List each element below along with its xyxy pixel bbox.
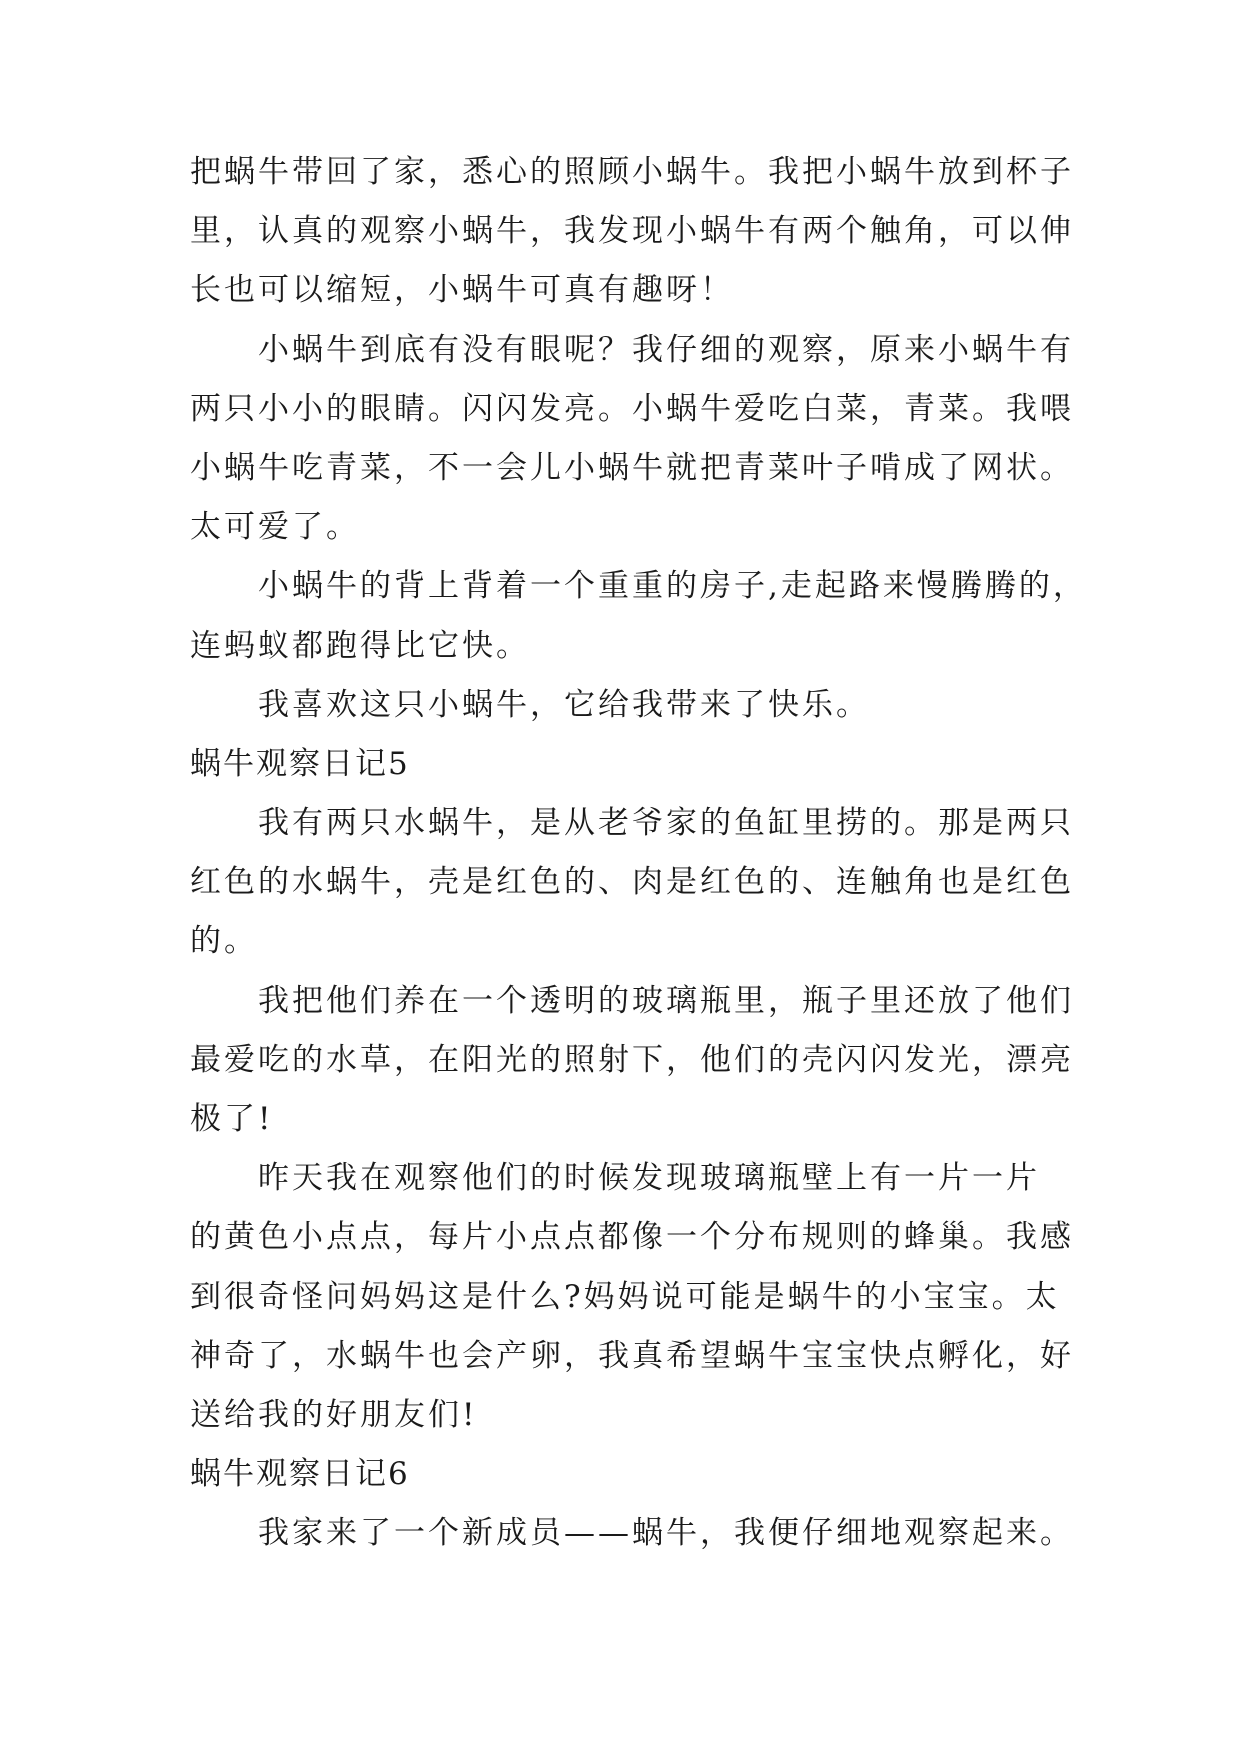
text-line: 我有两只水蜗牛，是从老爷家的鱼缸里捞的。那是两只: [258, 805, 1074, 842]
text-line: 红色的水蜗牛，壳是红色的、肉是红色的、连触角也是红色: [190, 864, 1074, 901]
text-line: 的黄色小点点，每片小点点都像一个分布规则的蜂巢。我感: [190, 1219, 1074, 1256]
text-line: 小蜗牛的背上背着一个重重的房子,走起路来慢腾腾的，: [258, 568, 1087, 605]
text-line: 神奇了，水蜗牛也会产卵，我真希望蜗牛宝宝快点孵化，好: [190, 1337, 1074, 1374]
text-line: 连蚂蚁都跑得比它快。: [190, 627, 530, 664]
text-line: 我把他们养在一个透明的玻璃瓶里，瓶子里还放了他们: [258, 982, 1074, 1019]
text-line: 最爱吃的水草，在阳光的照射下，他们的壳闪闪发光，漂亮: [190, 1041, 1074, 1078]
text-line: 小蜗牛吃青菜，不一会儿小蜗牛就把青菜叶子啃成了网状。: [190, 449, 1074, 486]
text-line: 我家来了一个新成员——蜗牛，我便仔细地观察起来。: [258, 1515, 1074, 1552]
text-line: 到很奇怪问妈妈这是什么?妈妈说可能是蜗牛的小宝宝。太: [190, 1278, 1060, 1315]
text-line: 昨天我在观察他们的时候发现玻璃瓶壁上有一片一片: [258, 1160, 1040, 1197]
text-line: 的。: [190, 923, 258, 960]
text-line: 送给我的好朋友们!: [190, 1396, 478, 1433]
text-line: 我喜欢这只小蜗牛，它给我带来了快乐。: [258, 686, 870, 723]
text-line: 极了!: [190, 1101, 274, 1137]
text-line: 两只小小的眼睛。闪闪发亮。小蜗牛爱吃白菜，青菜。我喂: [190, 390, 1074, 427]
section-heading: 蜗牛观察日记5: [190, 745, 410, 782]
text-line: 里，认真的观察小蜗牛，我发现小蜗牛有两个触角，可以伸: [190, 213, 1074, 250]
section-heading: 蜗牛观察日记6: [190, 1456, 410, 1493]
text-line: 小蜗牛到底有没有眼呢？我仔细的观察，原来小蜗牛有: [258, 331, 1074, 368]
document-page: [190, 152, 1087, 1573]
text-line: 太可爱了。: [190, 509, 360, 546]
text-line: 把蜗牛带回了家，悉心的照顾小蜗牛。我把小蜗牛放到杯子: [190, 154, 1074, 190]
text-line: 长也可以缩短，小蜗牛可真有趣呀！: [190, 272, 734, 309]
